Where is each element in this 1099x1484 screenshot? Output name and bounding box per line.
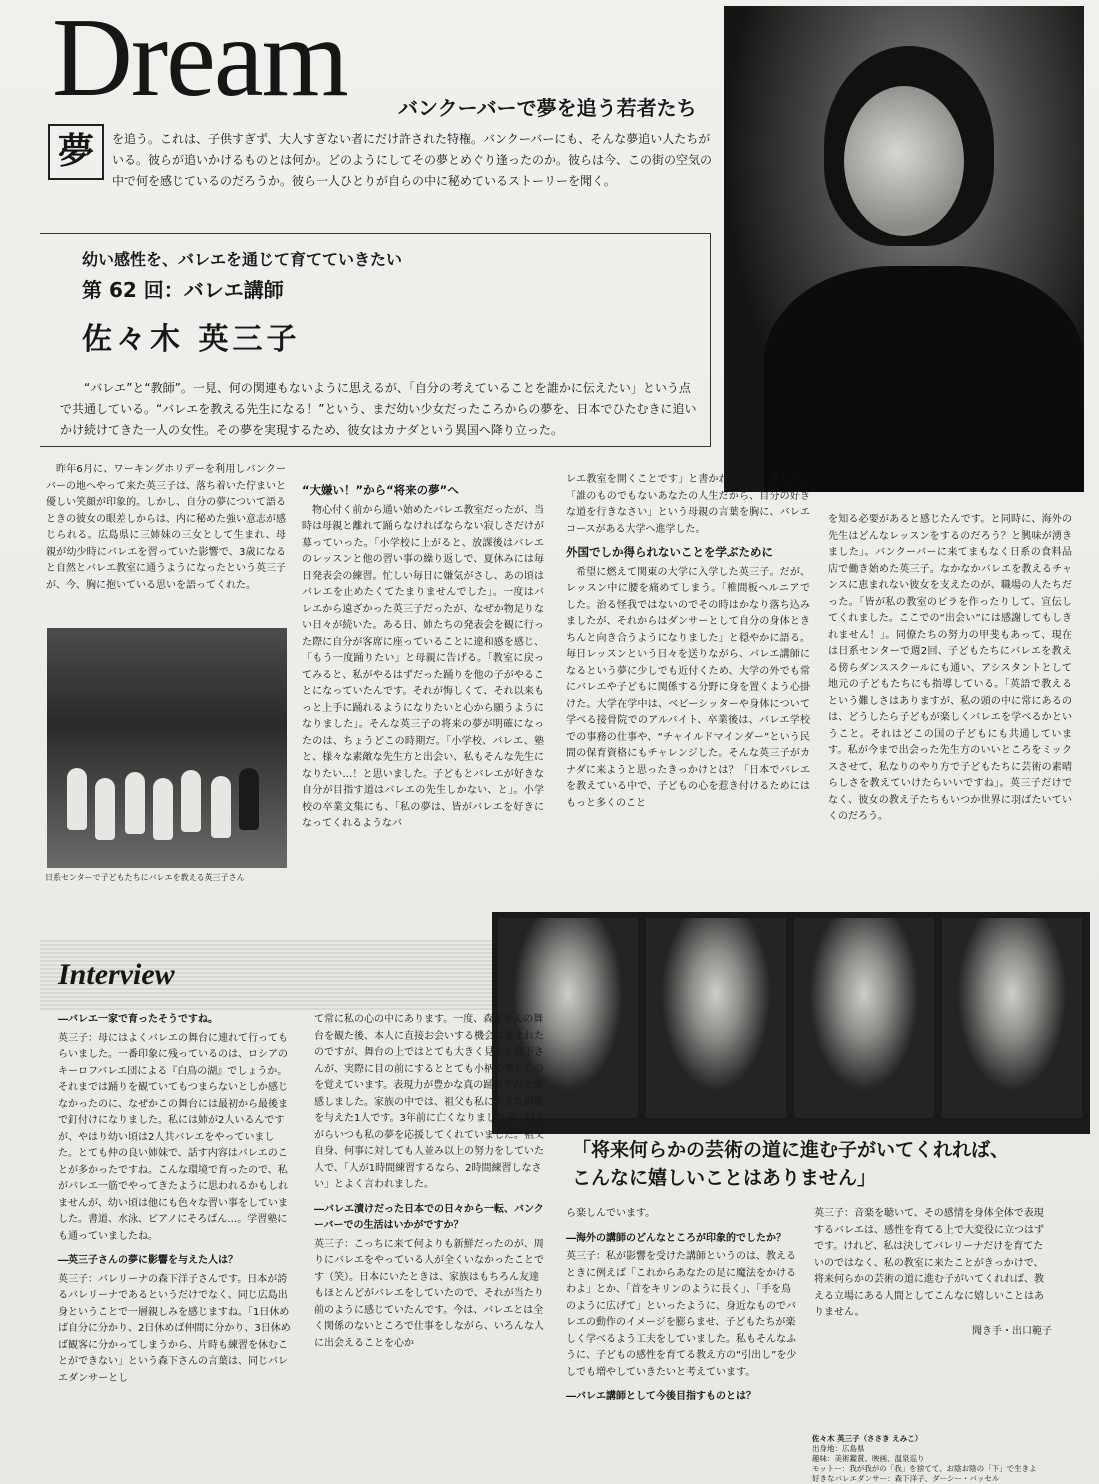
- article-col-3-text-a: レエ教室を開くことです」と書かれている。そして、「誰のものでもないあなたの人生だから、自分の好きな道を行きなさい」という母親の言葉を胸に、バレエコースがある大学へ進学した。: [566, 474, 810, 535]
- interview-answer: 英三子：こっちに来て何よりも新鮮だったのが、周りにバレエをやっている人が全くいなかったことです（笑）。日本にいたときは、家族はもちろん友達もほとんどがバレエをしていたので、それが当たり前のように感じていたんです。今は、バレエとは全く関係のないところで仕事をしながら、いろんな人に出会えることを心か: [314, 1238, 544, 1349]
- feature-series: 第 62 回：バレエ講師: [82, 278, 284, 302]
- drop-kanji: 夢: [48, 124, 104, 180]
- profile-name: 佐々木 英三子（ささき えみこ）: [812, 1434, 923, 1443]
- article-col-1-text: 昨年6月に、ワーキングホリデーを利用しバンクーバーの地へやって来た英三子は、落ち着いた佇まいと優しい笑顔が印象的。しかし、自分の夢について語るときの彼女の眼差しからは、内に秘めた強い意志が感じられる。広島県に三姉妹の三女として生まれ、母親が幼少時にバレエを習っていた影響で、3歳になると自然とバレエ教室に通うようになったという英三子が、今、胸に抱いている思いを語ってくれた。: [46, 464, 286, 591]
- article-col-4: [828, 512, 1072, 826]
- interview-col-2: [314, 1012, 548, 1352]
- feature-tagline: 幼い感性を、バレエを通じて育てていきたい: [82, 250, 403, 269]
- photo-child: [95, 778, 115, 840]
- interview-question: ―バレエ漬けだった日本での日々から一転、バンクーバーでの生活はいかがですか？: [314, 1203, 544, 1231]
- strip-frame: [942, 918, 1082, 1118]
- article-col-3-text-b: 希望に燃えて関東の大学に入学した英三子。だが、レッスン中に腰を痛めてしまう。「椎間板ヘルニアでした。治る怪我ではないのでその時はかなり落ち込みましたが、それからはダンサーとして自分の身体ときちんと向き合うようになりました」と穏やかに語る。毎日レッスンという日々を送りながら、バレエ講師になるという夢に少しでも近付くため、大学の外でも常にバレエや子どもに関係する分野に身を置くよう心掛けた。大学在学中は、ベビーシッターや身体について学べる接骨院でのアルバイト、卒業後は、バレエ学校での事務の仕事や、“チャイルドマインダー”という民間の保育資格にもチャレンジした。そんな英三子がカナダに来ようと思ったきっかけとは？「日本でバレエを教えている中で、子どもの心を惹き付けるためにはもっと多くのこと: [566, 566, 810, 809]
- section-title: Dream: [52, 0, 347, 120]
- photo-face: [844, 86, 964, 236]
- interview-answer: て常に私の心の中にあります。一度、森下さんの舞台を観た後、本人に直接お会いする機会に恵まれたのですが、舞台の上ではとても大きく見えた森下さんが、実際に目の前にするととても小柄で驚いたのを覚えています。表現力が豊かな真の踊り手だと実感しました。家族の中では、祖父も私に大きな影響を与えた1人です。3年前に亡くなりましたが、陰ながらいつも私の夢を応援してくれていました。祖父自身、何事に対しても人並み以上の努力をしていた人で、「人が1時間練習するなら、2時間練習しなさい」とよく言われました。: [314, 1014, 546, 1190]
- feature-lead: “バレエ”と“教師”。一見、何の関連もないように思えるが、「自分の考えていることを誰かに伝えたい」という点で共通している。“バレエを教える先生になる！”という、まだ幼い少女だったころからの夢を、日本でひたむきに追いかけ続けてきた一人の女性。その夢を実現するため、彼女はカナダという異国へ降り立った。: [60, 381, 697, 437]
- strip-frame: [646, 918, 786, 1118]
- portrait-photo: [724, 6, 1084, 492]
- article-col-4-text: を知る必要があると感じたんです。と同時に、海外の先生はどんなレッスンをするのだろう？と興味が湧きました」。バンクーバーに来てまもなく日系の食料品店で働き始めた英三子。なかなかバレエを教えるチャンスに恵まれない彼女を支えたのが、職場の人たちだった。「皆が私の教室のビラを作ったりして、宣伝してくれました。ここでの“出会い”には感謝してもしきれません！」。同僚たちの努力の甲斐もあって、現在は日系センターで週2回、子どもたちにバレエを教える傍らダンススクールにも通い、アシスタントとして地元の子どもたちにも指導している。「英語で教えるという難しさはありますが、私の頭の中に常にあるのは、どうしたら子どもが楽しくバレエを学べるかということ。それはどこの国の子どもにも共通しています。私が今まで出会った先生方のいいところをミックスさせて、私なりのやり方で子どもたちに芸術の素晴らしさを教えていけたらいいですね」。英三子だけでなく、彼女の教え子たちもいつか世界に羽ばたいていくのだろう。: [828, 514, 1072, 822]
- photo-child: [181, 770, 201, 832]
- feature-name: 佐々木 英三子: [82, 322, 301, 357]
- pull-quote-line-2: こんなに嬉しいことはありません」: [572, 1167, 877, 1189]
- photo-child: [125, 772, 145, 834]
- article-col-2: [302, 480, 544, 833]
- interview-answer: 英三子：バレリーナの森下洋子さんです。日本が誇るバレリーナであるというだけでなく、同じ広島出身ということで一層親しみを感じますね。「1日休めば自分に分かり、2日休めば仲間に分かり、3日休めば観客に分かってしまうから、片時も練習を休むことができない」という森下さんの言葉は、同じバレエダンサーとし: [58, 1273, 291, 1384]
- profile-dancers: 好きなバレエダンサー：森下洋子、ダーシー・バッセル: [812, 1474, 1000, 1483]
- photo-child: [211, 776, 231, 838]
- interview-title: Interview: [58, 958, 175, 991]
- article-col-3-heading: 外国でしか得られないことを学ぶために: [566, 545, 773, 559]
- article-col-1: [46, 462, 286, 594]
- profile-hobby: 趣味：美術鑑賞、映画、温泉巡り: [812, 1454, 925, 1463]
- article-col-2-text: 物心付く前から通い始めたバレエ教室だったが、当時は母親と離れて踊らなければならない寂しさだけが募っていった。「小学校に上がると、放課後はバレエのレッスンと他の習い事の繰り返しで、夏休みには毎日発表会の練習。忙しい毎日に嫌気がさし、あの頃はバレエを止めたくてたまりませんでした」。一度はバレエから遠ざかった英三子だったが、なぜか物足りない日々が続いた。ある日、姉たちの発表会を観に行った際に自分が客席に座っていることに違和感を感じ、「もう一度踊りたい」と母親に告げる。「教室に戻ってみると、私がやるはずだった踊りを他の子がやることになっていたんです。それが悔しくて、それ以来もっと上手に踊れるようになりたいと心から願うようになりました」。そんな英三子の将来の夢が明確になったのは、ちょうどこの時期だ。「小学校、バレエ、塾と、様々な素敵な先生方と出会い、私もそんな先生になりたい…！と思いました。子どもとバレエが好きな自分が目指す道はバレエの先生しかない、と」。小学校の卒業文集にも、「私の夢は、皆がバレエを好きになってくれるようなバ: [302, 504, 544, 829]
- interview-answer: 英三子：私が影響を受けた講師というのは、教えるときに例えば「これからあなたの足に魔法をかけるわよ」とか、「首をキリンのように長く」、「手を鳥のように広げて」といったように、身近なものでバレエの動作のイメージを膨らませ、子どもたちが楽しく学べるよう工夫をしていました。私もそんなふうに、子どもの感性を育てる教え方の“引出し”を少しでも増やしていきたいと考えています。: [566, 1251, 797, 1378]
- article-col-3: [566, 472, 810, 812]
- profile-from: 出身地：広島県: [812, 1444, 865, 1453]
- photo-child: [153, 778, 173, 840]
- photo-teacher: [239, 768, 259, 830]
- interview-question: ―英三子さんの夢に影響を与えた人は？: [58, 1255, 238, 1266]
- interview-question: ―海外の講師のどんなところが印象的でしたか？: [566, 1232, 786, 1244]
- interview-question: ―バレエ講師として今後目指すものとは？: [566, 1391, 756, 1402]
- class-photo: [47, 628, 287, 868]
- portrait-strip: [492, 912, 1090, 1134]
- interview-credit: 聞き手・出口範子: [972, 1325, 1052, 1337]
- profile-motto: モットー：我が我がの「我」を捨てて、お陰お陰の「下」で生きよ: [812, 1464, 1037, 1473]
- photo-body: [764, 266, 1084, 492]
- strip-frame: [794, 918, 934, 1118]
- interview-question: ―バレエ一家で育ったそうですね。: [58, 1014, 218, 1025]
- photo-child: [67, 768, 87, 830]
- interview-answer: ら楽しんでいます。: [566, 1208, 656, 1219]
- profile-box: [812, 1434, 1052, 1484]
- interview-answer: 英三子：音楽を聴いて、その感情を身体全体で表現するバレエは、感性を育てる上で大変役に立つはずです。けれど、私は決してバレリーナだけを育てたいのではなく、私の教室に来たことがきっかけで、将来何らかの芸術の道に進む子がいてくれれば、教える立場にある人間としてこんなに嬉しいことはありません。: [814, 1208, 1044, 1318]
- interview-col-4: [814, 1206, 1052, 1340]
- pull-quote-line-1: 「将来何らかの芸術の道に進む子がいてくれれば、: [572, 1139, 1010, 1161]
- pull-quote: [572, 1136, 1072, 1192]
- interview-col-1: [58, 1012, 292, 1387]
- interview-answer: 英三子：母にはよくバレエの舞台に連れて行ってもらいました。一番印象に残っているのは、ロシアのキーロフバレエ団による『白鳥の湖』でしょうか。それまでは踊りを観ていてもつまらないとしか感じなかったのに、なぜかこの舞台には最初から最後まで釘付けになりました。私には姉が2人いるんですが、やはり幼い頃は2人共バレエをやっていました。とても仲の良い姉妹で、話す内容はバレエのことが多かったですね。こんな環境で育ったので、私がバレエ一筋でやってきたように思われるかもしれませんが、幼い頃は他にも色々な習い事をしていました。書道、水泳、ピアノにそろばん…。学習塾にも通っていましたね。: [58, 1032, 288, 1242]
- section-subtitle: バンクーバーで夢を追う若者たち: [398, 96, 697, 120]
- article-col-2-heading: “大嫌い！”から“将来の夢”へ: [302, 483, 459, 497]
- interview-col-3: [566, 1206, 800, 1408]
- intro-text: を追う。これは、子供すぎず、大人すぎない者にだけ許された特権。バンクーバーにも、そんな夢追い人たちがいる。彼らが追いかけるものとは何か。どのようにしてその夢とめぐり逢ったのか。彼らは今、この街の空気の中で何を感じているのだろうか。彼ら一人ひとりが自らの中に秘めているストーリーを聞く。: [112, 132, 713, 188]
- photo-caption: 日系センターで子どもたちにバレエを教える英三子さん: [45, 873, 245, 882]
